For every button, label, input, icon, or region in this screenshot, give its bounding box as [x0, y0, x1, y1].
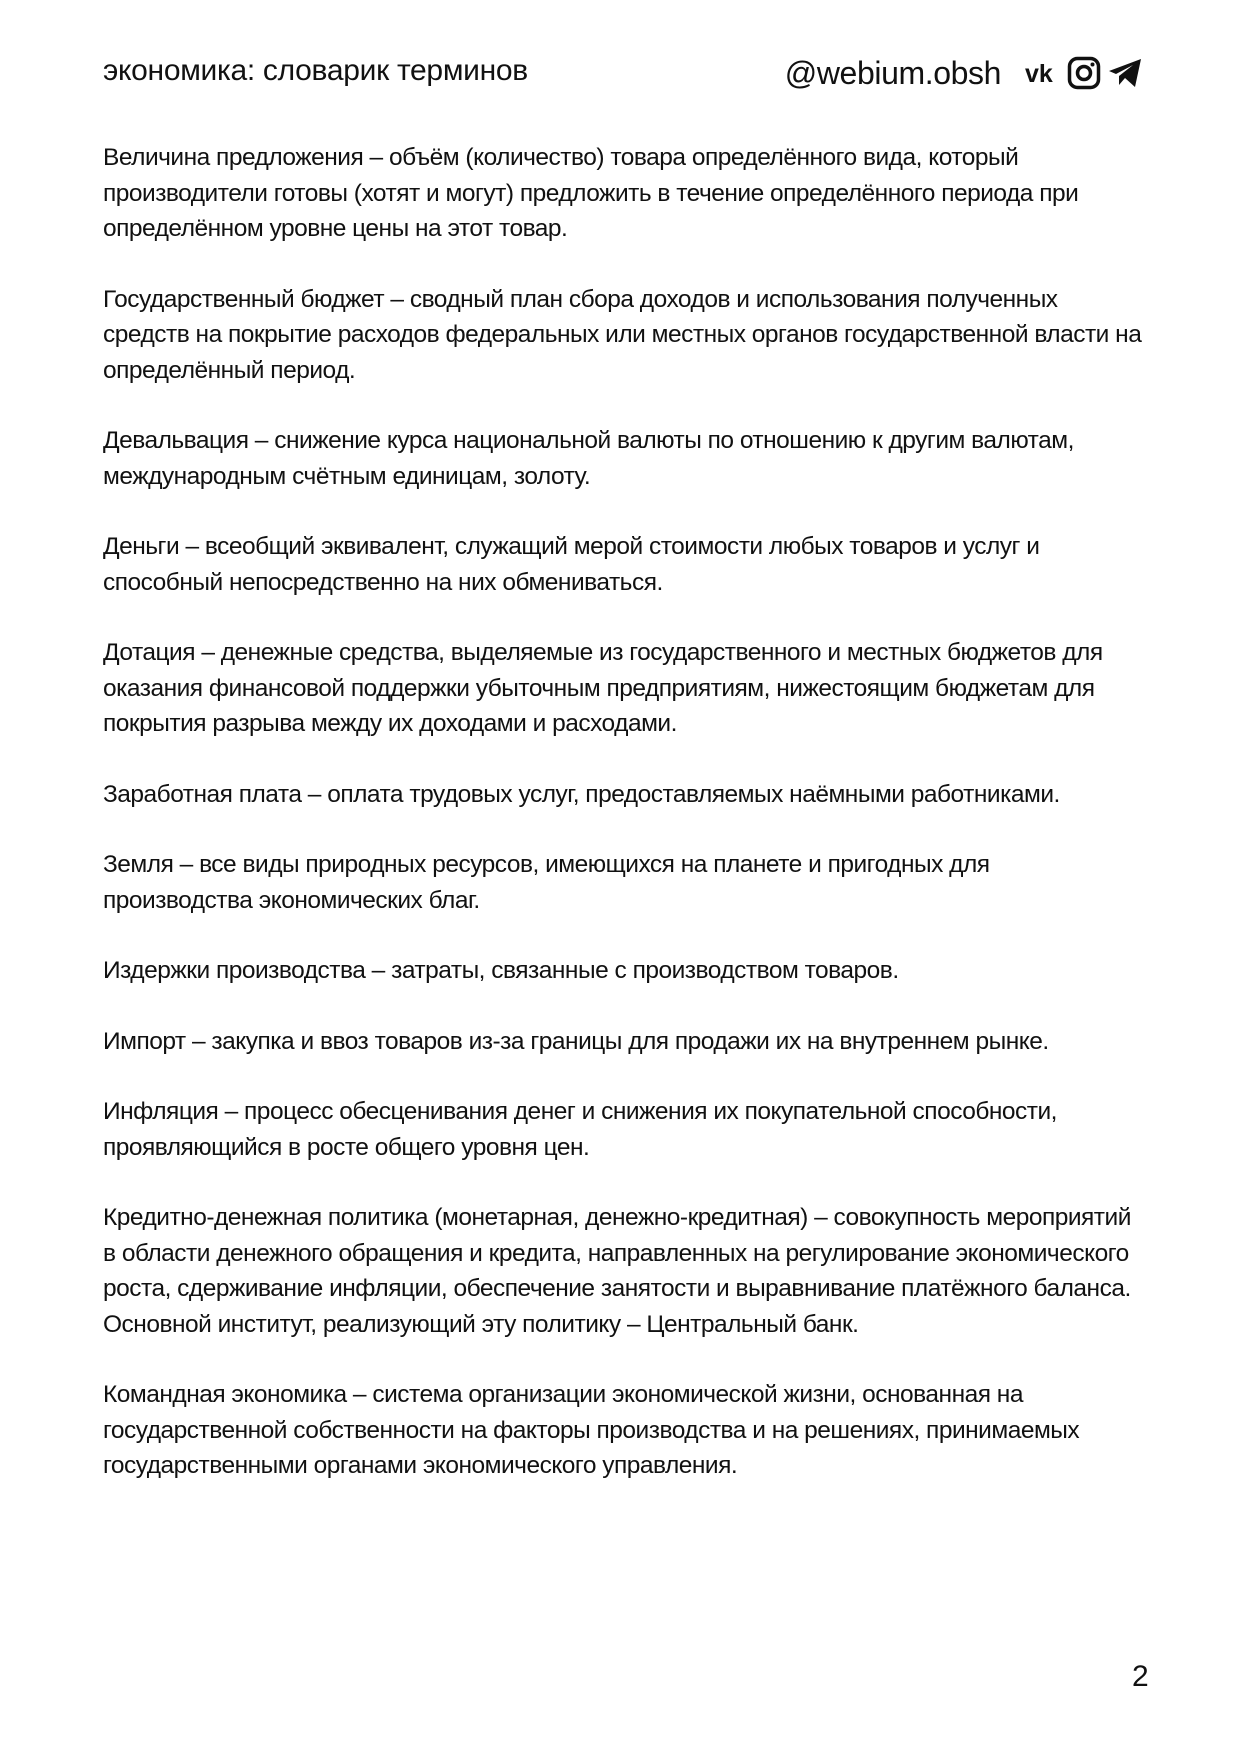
term-money: Деньги – всеобщий эквивалент, служащий мерой стоимости любых товаров и услуг и способный непосредственно на них обмениваться. [103, 533, 1040, 596]
term-import: Импорт – закупка и ввоз товаров из-за границы для продажи их на внутреннем рынке. [103, 1027, 1049, 1055]
term-supply-quantity: Величина предложения – объём (количество) товара определённого вида, который производители готовы (хотят и могут) предложить в течение определённого периода при определённом уровне цены на этот товар. [103, 144, 1079, 242]
header-title: экономика: словарик терминов [103, 54, 528, 87]
term-command-economy: Командная экономика – система организации экономической жизни, основанная на государственной собственности на факторы производства и на решениях, принимаемых государственными органами экономического управления. [103, 1381, 1080, 1479]
svg-text:vk: vk [1025, 60, 1053, 86]
page-number: 2 [1132, 1660, 1149, 1693]
instagram-icon [1067, 56, 1101, 90]
header-right [785, 50, 1143, 96]
term-monetary-policy: Кредитно-денежная политика (монетарная, денежно-кредитная) – совокупность мероприятий в области денежного обращения и кредита, направленных на регулирование экономического роста, сдерживание инфляции, обеспечение занятости и выравнивание платёжного баланса. Основной институт, реализующий эту политику – Центральный банк. [103, 1204, 1131, 1338]
social-handle: @webium.obsh [784, 54, 1001, 91]
telegram-icon [1107, 57, 1143, 89]
term-production-costs: Издержки производства – затраты, связанные с производством товаров. [103, 957, 899, 984]
term-wages: Заработная плата – оплата трудовых услуг, предоставляемых наёмными работниками. [103, 780, 1060, 808]
page-header [103, 50, 1143, 96]
term-devaluation: Девальвация – снижение курса национальной валюты по отношению к другим валютам, международным счётным единицам, золоту. [103, 427, 1074, 490]
term-inflation: Инфляция – процесс обесценивания денег и снижения их покупательной способности, проявляющийся в росте общего уровня цен. [103, 1098, 1057, 1161]
term-subsidy: Дотация – денежные средства, выделяемые из государственного и местных бюджетов для оказания финансовой поддержки убыточным предприятиям, нижестоящим бюджетам для покрытия разрыва между их доходами и расходами. [103, 639, 1103, 737]
vk-icon [1025, 60, 1061, 86]
term-state-budget: Государственный бюджет – сводный план сбора доходов и использования полученных средств на покрытие расходов федеральных или местных органов государственной власти на определённый период. [103, 285, 1142, 384]
term-land: Земля – все виды природных ресурсов, имеющихся на планете и пригодных для производства экономических благ. [103, 851, 990, 914]
social-icons [1025, 56, 1143, 90]
glossary-content [103, 140, 1143, 1519]
